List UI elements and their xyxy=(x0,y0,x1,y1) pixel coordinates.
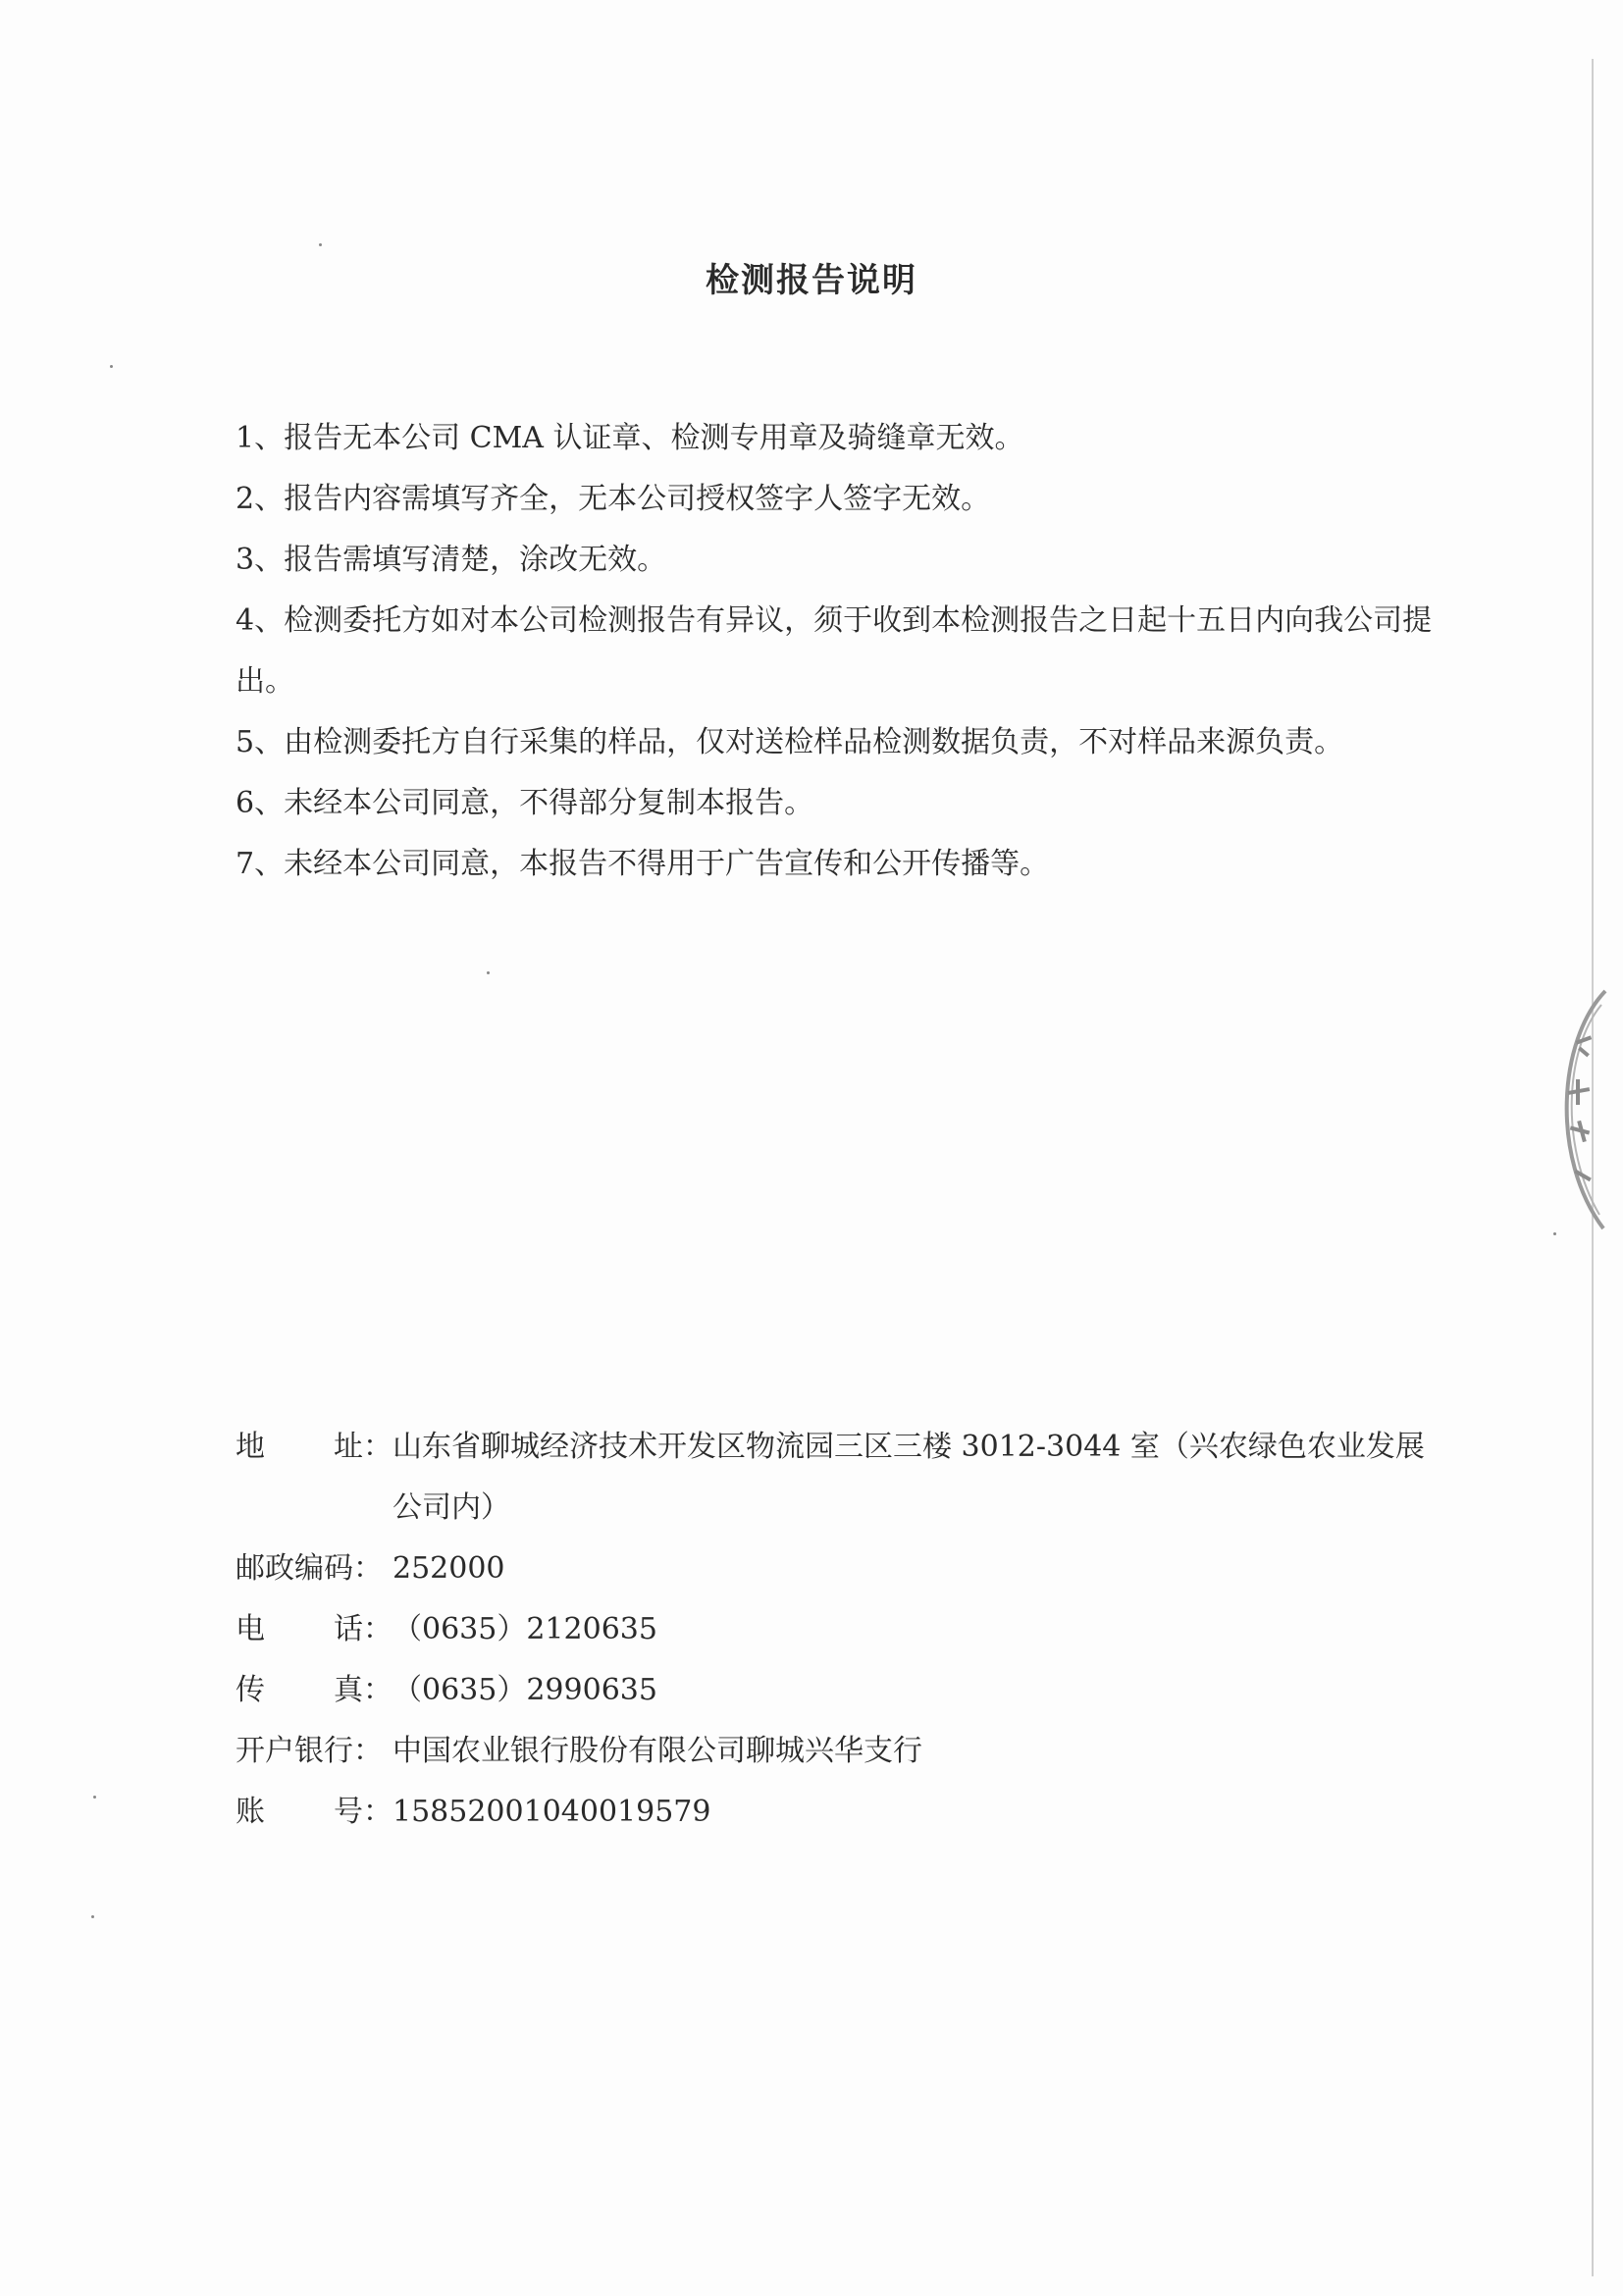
postcode-label: 邮政编码： xyxy=(236,1551,383,1586)
phone-row xyxy=(236,1599,1442,1660)
note-item-5: 5、由检测委托方自行采集的样品，仅对送检样品检测数据负责，不对样品来源负责。 xyxy=(236,725,1344,759)
scan-speck xyxy=(319,243,322,246)
address-label: 地 址： xyxy=(236,1430,393,1464)
account-row xyxy=(236,1782,1442,1843)
scan-speck xyxy=(110,365,113,368)
note-item-3: 3、报告需填写清楚，涂改无效。 xyxy=(236,543,667,577)
note-item-2: 2、报告内容需填写齐全，无本公司授权签字人签字无效。 xyxy=(236,482,991,516)
scan-speck xyxy=(91,1915,94,1918)
note-item-4: 4、检测委托方如对本公司检测报告有异议，须于收到本检测报告之日起十五日内向我公司提出。 xyxy=(236,603,1433,699)
scan-speck xyxy=(93,1796,96,1799)
seam-stamp-icon xyxy=(1539,981,1607,1246)
address-row xyxy=(236,1417,1442,1539)
postcode-value: 252000 xyxy=(393,1551,505,1586)
postcode-row xyxy=(236,1539,1442,1599)
fax-value: （0635）2990635 xyxy=(393,1673,657,1707)
account-value: 15852001040019579 xyxy=(393,1795,711,1829)
bank-row xyxy=(236,1721,1442,1782)
page-title: 检测报告说明 xyxy=(706,261,917,300)
bank-label: 开户银行： xyxy=(236,1734,383,1768)
account-label: 账 号： xyxy=(236,1795,393,1829)
note-item-1: 1、报告无本公司 CMA 认证章、检测专用章及骑缝章无效。 xyxy=(236,421,1024,455)
fax-label: 传 真： xyxy=(236,1673,393,1707)
address-value: 山东省聊城经济技术开发区物流园三区三楼 3012-3044 室（兴农绿色农业发展公司内） xyxy=(393,1430,1425,1525)
fax-row xyxy=(236,1660,1442,1721)
phone-label: 电 话： xyxy=(236,1612,393,1646)
scan-speck xyxy=(487,971,490,974)
note-item-6: 6、未经本公司同意，不得部分复制本报告。 xyxy=(236,786,814,820)
note-item-7: 7、未经本公司同意，本报告不得用于广告宣传和公开传播等。 xyxy=(236,847,1050,881)
scan-speck xyxy=(1553,1232,1556,1235)
bank-value: 中国农业银行股份有限公司聊城兴华支行 xyxy=(393,1734,922,1768)
phone-value: （0635）2120635 xyxy=(393,1612,657,1646)
